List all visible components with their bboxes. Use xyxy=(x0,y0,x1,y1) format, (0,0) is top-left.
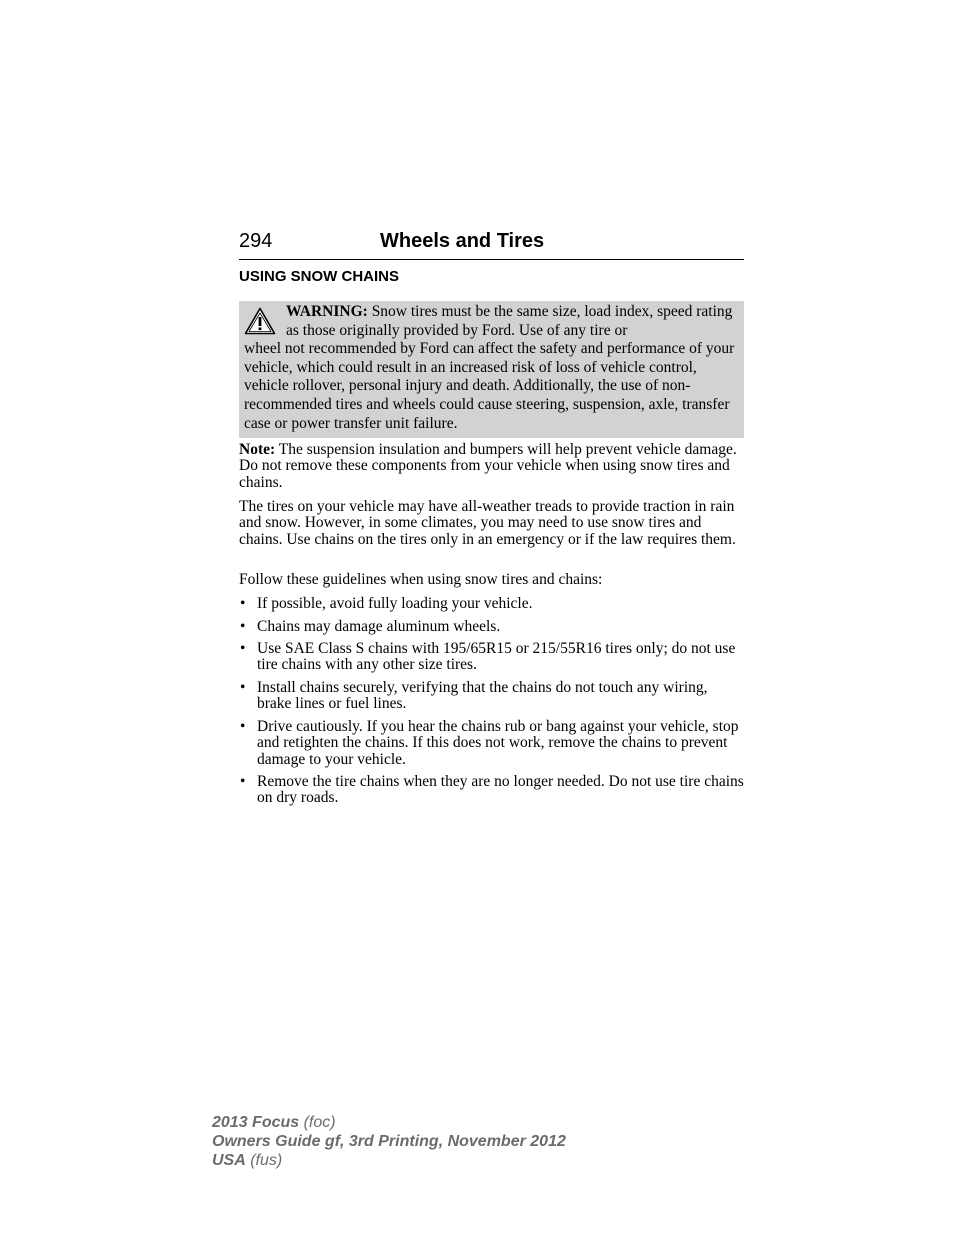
bullet-icon: • xyxy=(240,595,246,612)
subheading: USING SNOW CHAINS xyxy=(239,268,400,285)
page-header xyxy=(239,229,744,260)
list-item: • Drive cautiously. If you hear the chains rub or bang against your vehicle, stop and retighten the chains. If this does not work, remove the chains to prevent damage to your vehicle. xyxy=(240,717,739,768)
warning-text-rest: wheel not recommended by Ford can affect the safety and performance of your vehicle, which could result in an increased risk of loss of vehicle control, vehicle rollover, personal injury and death. Additionally, the use of non-recommended tires and wheels could cause steering, suspension, axle, transfer case or power transfer unit failure. xyxy=(244,340,735,432)
footer-line-edition: Owners Guide gf, 3rd Printing, November 2012 xyxy=(212,1133,566,1150)
list-item: • Remove the tire chains when they are no longer needed. Do not use tire chains on dry roads. xyxy=(240,773,744,807)
warning-text xyxy=(244,303,740,433)
list-item: • Install chains securely, verifying that the chains do not touch any wiring, brake lines or fuel lines. xyxy=(240,679,708,713)
warning-label: WARNING: xyxy=(286,303,368,320)
note-label: Note: xyxy=(239,441,276,458)
footer-line-market: USA (fus) xyxy=(212,1152,283,1169)
intro-paragraph: The tires on your vehicle may have all-weather treads to provide traction in rain and snow. However, in some climates, you may need to use snow tires and chains. Use chains on the tires only in an emergency or if the law requires them. xyxy=(239,498,736,548)
guidelines-intro: Follow these guidelines when using snow tires and chains: xyxy=(239,571,603,588)
bullet-icon: • xyxy=(240,640,246,658)
page-footer xyxy=(212,1113,566,1170)
bullet-icon: • xyxy=(240,773,246,791)
guidelines-list xyxy=(239,596,744,813)
page-number: 294 xyxy=(239,230,273,252)
list-item: • If possible, avoid fully loading your vehicle. xyxy=(240,595,533,612)
bullet-icon: • xyxy=(240,717,246,735)
note-text: The suspension insulation and bumpers will help prevent vehicle damage. Do not remove these components from your vehicle when using snow tires and chains. xyxy=(239,441,737,491)
bullet-icon: • xyxy=(240,617,246,635)
note-paragraph xyxy=(239,442,744,491)
bullet-icon: • xyxy=(240,679,246,697)
warning-box xyxy=(239,301,744,438)
list-item: • Use SAE Class S chains with 195/65R15 or 215/55R16 tires only; do not use tire chains with any other size tires. xyxy=(240,640,736,674)
footer-line-model: 2013 Focus (foc) xyxy=(212,1114,336,1131)
list-item: • Chains may damage aluminum wheels. xyxy=(240,617,501,635)
section-title: Wheels and Tires xyxy=(380,230,545,252)
warning-text-first: Snow tires must be the same size, load index, speed rating as those originally provided by Ford. Use of any tire or xyxy=(286,303,733,339)
